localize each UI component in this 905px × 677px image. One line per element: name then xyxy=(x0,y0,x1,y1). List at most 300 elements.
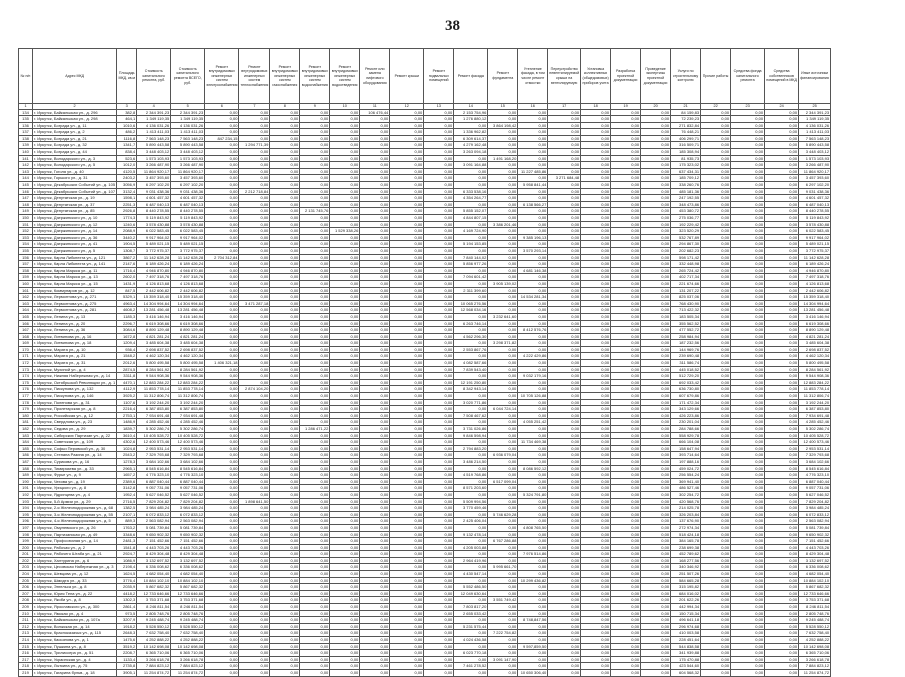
value-cell: 0,00 xyxy=(239,505,270,512)
value-cell: 0,00 xyxy=(581,168,611,175)
value-cell: 0,00 xyxy=(701,472,731,479)
value-cell: 0,00 xyxy=(205,505,239,512)
value-cell: 3132,4 xyxy=(117,188,137,195)
value-cell: 3 753 371,68 xyxy=(799,597,831,604)
value-cell: 0,00 xyxy=(731,650,765,657)
value-cell: 0,00 xyxy=(239,360,270,367)
value-cell: 0,00 xyxy=(701,531,731,538)
value-cell: 0,00 xyxy=(330,439,360,446)
value-cell: 4 946 870,80 xyxy=(171,267,205,274)
value-cell: 0,00 xyxy=(205,162,239,169)
value-cell: 0,00 xyxy=(731,511,765,518)
value-cell: 0,00 xyxy=(205,571,239,578)
value-cell: 11 312 806,74 xyxy=(171,393,205,400)
value-cell: 0,00 xyxy=(205,313,239,320)
value-cell: 0,00 xyxy=(611,360,641,367)
value-cell: 12 733 646,66 xyxy=(799,590,831,597)
value-cell: 0,00 xyxy=(518,498,548,505)
value-cell: 0,00 xyxy=(424,294,454,301)
value-cell: 0,00 xyxy=(548,247,581,254)
value-cell: 1302,3 xyxy=(117,597,137,604)
value-cell: 0,00 xyxy=(641,168,671,175)
value-cell: 0,00 xyxy=(548,458,581,465)
table-body xyxy=(19,109,831,676)
value-cell: 0,00 xyxy=(360,116,390,123)
value-cell: 9 245 488,74 xyxy=(799,617,831,624)
value-cell: 0,00 xyxy=(731,597,765,604)
value-cell: 0,00 xyxy=(424,419,454,426)
value-cell: 15 359 318,40 xyxy=(137,294,171,301)
row-number: 219 xyxy=(19,669,33,676)
value-cell: 0,00 xyxy=(300,656,330,663)
row-number: 218 xyxy=(19,663,33,670)
value-cell: 0,00 xyxy=(611,149,641,156)
value-cell: 0,00 xyxy=(518,149,548,156)
value-cell: 0,00 xyxy=(701,333,731,340)
value-cell: 0,00 xyxy=(581,412,611,419)
value-cell: 0,00 xyxy=(390,280,424,287)
value-cell: 0,00 xyxy=(611,241,641,248)
table-row xyxy=(19,577,831,584)
value-cell: 0,00 xyxy=(581,524,611,531)
value-cell: 0,00 xyxy=(581,274,611,281)
value-cell: 8 440 278,55 xyxy=(171,208,205,215)
value-cell: 10 142 698,08 xyxy=(137,643,171,650)
value-cell: 0,00 xyxy=(488,399,518,406)
column-index-cell: 12 xyxy=(390,104,424,110)
value-cell: 5 627 046,52 xyxy=(799,491,831,498)
value-cell: 0,00 xyxy=(488,109,518,116)
value-cell: 0,00 xyxy=(548,122,581,129)
value-cell: 0,00 xyxy=(205,669,239,676)
value-cell: 5 958 841,44 xyxy=(518,182,548,189)
value-cell: 0,00 xyxy=(300,188,330,195)
value-cell: 0,00 xyxy=(239,426,270,433)
value-cell: 0,00 xyxy=(701,175,731,182)
value-cell: 0,00 xyxy=(765,643,799,650)
value-cell: 0,00 xyxy=(581,643,611,650)
row-number: 150 xyxy=(19,215,33,222)
value-cell: 0,00 xyxy=(270,617,300,624)
value-cell: 0,00 xyxy=(701,208,731,215)
value-cell: 0,00 xyxy=(390,221,424,228)
value-cell: 0,00 xyxy=(701,142,731,149)
column-index-cell: 14 xyxy=(454,104,488,110)
value-cell: 0,00 xyxy=(360,406,390,413)
row-number: 156 xyxy=(19,254,33,261)
value-cell: 0,00 xyxy=(424,122,454,129)
value-cell: 3 266 487,90 xyxy=(799,162,831,169)
value-cell: 4470,1 xyxy=(117,379,137,386)
address-cell: г. Иркутск, Бограда ул., д. 11 xyxy=(33,122,117,129)
value-cell: 4 821 281,24 xyxy=(137,333,171,340)
table-row xyxy=(19,340,831,347)
value-cell: 0,00 xyxy=(701,135,731,142)
value-cell: 1278,3 xyxy=(117,458,137,465)
value-cell: 214 025,78 xyxy=(671,505,701,512)
value-cell: 0,00 xyxy=(300,478,330,485)
value-cell: 0,00 xyxy=(239,109,270,116)
value-cell: 0,00 xyxy=(239,135,270,142)
value-cell: 0,00 xyxy=(270,584,300,591)
value-cell: 6 309 614,37 xyxy=(454,135,488,142)
value-cell: 0,00 xyxy=(488,353,518,360)
value-cell: 0,00 xyxy=(390,168,424,175)
value-cell: 0,00 xyxy=(239,478,270,485)
table-row xyxy=(19,135,831,142)
value-cell: 6 619 308,66 xyxy=(799,320,831,327)
address-cell: г. Иркутск, Декабрьских Событий ул., д. 105 xyxy=(34,182,116,188)
value-cell: 0,00 xyxy=(731,313,765,320)
value-cell: 8 748,847,56 xyxy=(518,617,548,624)
value-cell: 0,00 xyxy=(330,426,360,433)
value-cell: 0,00 xyxy=(270,116,300,123)
value-cell: 0,00 xyxy=(205,175,239,182)
value-cell: 2 311 399,60 xyxy=(454,287,488,294)
value-cell: 11 312 806,74 xyxy=(137,393,171,400)
value-cell: 0,00 xyxy=(239,208,270,215)
value-cell: 0,00 xyxy=(270,221,300,228)
value-cell: 0,00 xyxy=(205,610,239,617)
table-row xyxy=(19,122,831,129)
value-cell: 0,00 xyxy=(330,280,360,287)
value-cell: 0,00 xyxy=(205,307,239,314)
value-cell: 0,00 xyxy=(424,142,454,149)
value-cell: 5 119 843,92 xyxy=(799,215,831,222)
value-cell: 0,00 xyxy=(300,458,330,465)
value-cell: 0,00 xyxy=(548,228,581,235)
value-cell: 607 679,86 xyxy=(671,393,701,400)
value-cell: 0,00 xyxy=(611,294,641,301)
value-cell: 3 485 604,38 xyxy=(171,340,205,347)
value-cell: 0,00 xyxy=(270,182,300,189)
value-cell: 0,00 xyxy=(518,458,548,465)
value-cell: 0,00 xyxy=(518,208,548,215)
value-cell: 0,00 xyxy=(390,491,424,498)
value-cell: 6 336 008,62 xyxy=(137,564,171,571)
value-cell: 0,00 xyxy=(641,307,671,314)
value-cell: 0,00 xyxy=(239,353,270,360)
value-cell: 0,00 xyxy=(270,162,300,169)
value-cell: 0,00 xyxy=(330,327,360,334)
value-cell: 0,00 xyxy=(701,386,731,393)
value-cell: 0,00 xyxy=(360,650,390,657)
value-cell: 7 934 691,48 xyxy=(171,412,205,419)
value-cell: 0,00 xyxy=(548,590,581,597)
value-cell: 0,00 xyxy=(641,241,671,248)
value-cell: 0,00 xyxy=(765,267,799,274)
value-cell: 0,00 xyxy=(239,458,270,465)
value-cell: 0,00 xyxy=(581,531,611,538)
value-cell: 0,00 xyxy=(205,663,239,670)
value-cell: 0,00 xyxy=(239,261,270,268)
value-cell: 636 730,80 xyxy=(671,386,701,393)
value-cell: 0,00 xyxy=(765,544,799,551)
value-cell: 0,00 xyxy=(424,168,454,175)
value-cell: 8 545 616,84 xyxy=(137,465,171,472)
value-cell: 3 753 371,68 xyxy=(171,597,205,604)
value-cell: 3867,2 xyxy=(117,254,137,261)
value-cell: 0,00 xyxy=(641,267,671,274)
value-cell: 0,00 xyxy=(548,307,581,314)
value-cell: 0,00 xyxy=(701,228,731,235)
value-cell: 0,00 xyxy=(454,373,488,380)
value-cell: 3 091 147,90 xyxy=(488,656,518,663)
value-cell: 0,00 xyxy=(270,663,300,670)
value-cell: 0,00 xyxy=(330,142,360,149)
value-cell: 2 698 837,52 xyxy=(137,346,171,353)
value-cell: 3 905 139,02 xyxy=(488,280,518,287)
value-cell: 10 142 698,08 xyxy=(171,643,205,650)
value-cell: 0,00 xyxy=(390,247,424,254)
value-cell: 0,00 xyxy=(611,320,641,327)
column-header: Ремонт фасада xyxy=(454,49,488,104)
value-cell: 0,00 xyxy=(731,452,765,459)
row-number: 135 xyxy=(19,116,33,123)
value-cell: 1598,1 xyxy=(117,195,137,202)
value-cell: 0,00 xyxy=(701,419,731,426)
value-cell: 420 568,76 xyxy=(671,498,701,505)
value-cell: 0,00 xyxy=(518,228,548,235)
value-cell: 0,00 xyxy=(581,465,611,472)
value-cell: 4 462 120,34 xyxy=(137,353,171,360)
table-row xyxy=(19,485,831,492)
value-cell: 0,00 xyxy=(581,426,611,433)
value-cell: 0,00 xyxy=(641,215,671,222)
value-cell: 0,00 xyxy=(360,445,390,452)
address-cell: г. Иркутск, Володарского ул., д. 5 xyxy=(33,162,117,169)
value-cell: 0,00 xyxy=(611,610,641,617)
value-cell: 0,00 xyxy=(390,182,424,189)
value-cell: 0,00 xyxy=(239,650,270,657)
value-cell: 0,00 xyxy=(641,650,671,657)
value-cell: 0,00 xyxy=(581,109,611,116)
value-cell: 2 874 104,20 xyxy=(239,386,270,393)
value-cell: 0,00 xyxy=(330,412,360,419)
value-cell: 0,00 xyxy=(239,445,270,452)
value-cell: 0,00 xyxy=(270,604,300,611)
value-cell: 0,00 xyxy=(731,498,765,505)
value-cell: 0,00 xyxy=(581,584,611,591)
value-cell: 0,00 xyxy=(518,505,548,512)
value-cell: 0,00 xyxy=(548,597,581,604)
value-cell: 584 665,28 xyxy=(671,577,701,584)
value-cell: 0,00 xyxy=(300,274,330,281)
value-cell: 0,00 xyxy=(518,366,548,373)
value-cell: 0,00 xyxy=(205,551,239,558)
value-cell: 0,00 xyxy=(205,109,239,116)
value-cell: 0,00 xyxy=(488,261,518,268)
value-cell: 0,00 xyxy=(270,280,300,287)
table-row xyxy=(19,478,831,485)
value-cell: 0,00 xyxy=(360,498,390,505)
value-cell: 0,00 xyxy=(300,155,330,162)
value-cell: 0,00 xyxy=(641,300,671,307)
value-cell: 0,00 xyxy=(488,333,518,340)
value-cell: 426 223,86 xyxy=(671,412,701,419)
table-row xyxy=(19,221,831,228)
value-cell: 4 462 120,34 xyxy=(171,353,205,360)
value-cell: 3 984 485,24 xyxy=(171,505,205,512)
value-cell: 0,00 xyxy=(641,551,671,558)
value-cell: 3 570 293,14 xyxy=(518,247,548,254)
value-cell: 0,00 xyxy=(765,188,799,195)
value-cell: 0,00 xyxy=(270,432,300,439)
value-cell: 0,00 xyxy=(641,531,671,538)
value-cell: 1 573 103,93 xyxy=(137,155,171,162)
value-cell: 0,00 xyxy=(390,412,424,419)
value-cell: 0,00 xyxy=(581,590,611,597)
value-cell: 1 349 119,35 xyxy=(137,116,171,123)
value-cell: 0,00 xyxy=(641,109,671,116)
value-cell: 0,00 xyxy=(239,643,270,650)
value-cell: 9 245 488,74 xyxy=(171,617,205,624)
value-cell: 3 266 487,90 xyxy=(171,162,205,169)
value-cell: 0,00 xyxy=(611,571,641,578)
value-cell: 0,00 xyxy=(205,228,239,235)
value-cell: 0,00 xyxy=(701,393,731,400)
value-cell: 0,00 xyxy=(641,623,671,630)
value-cell: 0,00 xyxy=(454,393,488,400)
value-cell: 11 864 920,17 xyxy=(171,168,205,175)
value-cell: 8 412 576,76 xyxy=(518,327,548,334)
row-number: 140 xyxy=(19,149,33,156)
value-cell: 0,00 xyxy=(518,320,548,327)
value-cell: 0,00 xyxy=(701,637,731,644)
value-cell: 11 227 485,86 xyxy=(518,168,548,175)
value-cell: 0,00 xyxy=(205,650,239,657)
value-cell: 0,00 xyxy=(765,452,799,459)
value-cell: 0,00 xyxy=(205,386,239,393)
value-cell: 8 429 304,48 xyxy=(171,551,205,558)
value-cell: 0,00 xyxy=(205,155,239,162)
column-index-cell: 21 xyxy=(671,104,701,110)
value-cell: 0,00 xyxy=(548,669,581,676)
value-cell: 0,00 xyxy=(488,234,518,241)
value-cell: 3 132 697,52 xyxy=(137,557,171,564)
value-cell: 0,00 xyxy=(270,366,300,373)
table-row xyxy=(19,300,831,307)
value-cell: 1 413 411,03 xyxy=(137,129,171,136)
value-cell: 0,00 xyxy=(488,294,518,301)
value-cell: 0,00 xyxy=(518,478,548,485)
value-cell: 0,00 xyxy=(300,610,330,617)
value-cell: 0,00 xyxy=(765,419,799,426)
value-cell: 0,00 xyxy=(548,149,581,156)
address-cell: г. Иркутск, Профсоюзная ул., д. 14 xyxy=(33,538,117,545)
value-cell: 0,00 xyxy=(239,564,270,571)
value-cell: 0,00 xyxy=(701,610,731,617)
value-cell: 0,00 xyxy=(488,254,518,261)
value-cell: 0,00 xyxy=(300,518,330,525)
value-cell: 0,00 xyxy=(765,228,799,235)
address-cell: г. Иркутск, Ленина ул., д. 36 xyxy=(33,327,117,334)
value-cell: 0,00 xyxy=(765,168,799,175)
value-cell: 0,00 xyxy=(731,188,765,195)
table-row xyxy=(19,215,831,222)
row-number: 139 xyxy=(19,142,33,149)
value-cell: 0,00 xyxy=(581,294,611,301)
value-cell: 973,5 xyxy=(117,610,137,617)
value-cell: 0,00 xyxy=(548,333,581,340)
address-cell: г. Иркутск, Красноказачья ул., д. 115 xyxy=(33,630,117,637)
value-cell: 3 416 146,94 xyxy=(137,313,171,320)
value-cell: 355 562,52 xyxy=(671,320,701,327)
table-row xyxy=(19,234,831,241)
value-cell: 0,00 xyxy=(360,426,390,433)
value-cell: 1 336 962,82 xyxy=(454,129,488,136)
value-cell: 4 024 436,58 xyxy=(454,637,488,644)
value-cell: 6 297 102,20 xyxy=(137,182,171,189)
value-cell: 5 489 021,15 xyxy=(171,241,205,248)
value-cell: 0,00 xyxy=(360,564,390,571)
table-row xyxy=(19,571,831,578)
value-cell: 201 622,26 xyxy=(671,597,701,604)
address-cell: г. Иркутск, Нижняя Набережная ул., д. 14 xyxy=(33,373,117,380)
row-number: 214 xyxy=(19,637,33,644)
address-cell: г. Иркутск, Дзержинского ул., д. 14 xyxy=(33,228,117,235)
value-cell: 0,00 xyxy=(581,201,611,208)
value-cell: 0,00 xyxy=(518,604,548,611)
value-cell: 0,00 xyxy=(300,485,330,492)
value-cell: 0,00 xyxy=(701,162,731,169)
value-cell: 4 285 452,46 xyxy=(799,419,831,426)
value-cell: 1548,2 xyxy=(117,353,137,360)
value-cell: 3 132 697,52 xyxy=(171,557,205,564)
value-cell: 0,00 xyxy=(701,155,731,162)
value-cell: 0,00 xyxy=(300,557,330,564)
value-cell: 0,00 xyxy=(424,531,454,538)
value-cell: 0,00 xyxy=(300,116,330,123)
value-cell: 6 297 102,20 xyxy=(799,182,831,189)
row-number: 182 xyxy=(19,426,33,433)
value-cell: 1 276 880,12 xyxy=(454,116,488,123)
value-cell: 0,00 xyxy=(300,617,330,624)
value-cell: 0,00 xyxy=(390,584,424,591)
value-cell: 0,00 xyxy=(330,129,360,136)
value-cell: 0,00 xyxy=(581,458,611,465)
value-cell: 768 430,90 xyxy=(671,300,701,307)
value-cell: 0,00 xyxy=(581,518,611,525)
value-cell: 0,00 xyxy=(581,360,611,367)
value-cell: 0,00 xyxy=(581,406,611,413)
value-cell: 0,00 xyxy=(239,346,270,353)
value-cell: 0,00 xyxy=(390,637,424,644)
value-cell: 0,00 xyxy=(270,623,300,630)
row-number: 187 xyxy=(19,458,33,465)
value-cell: 0,00 xyxy=(581,505,611,512)
column-header: Прочие работы xyxy=(701,49,731,104)
value-cell: 0,00 xyxy=(330,386,360,393)
address-cell: г. Иркутск, Марата ул., д. 31 xyxy=(33,360,117,367)
value-cell: 8 440 278,55 xyxy=(799,208,831,215)
value-cell: 3 578 430,88 xyxy=(171,221,205,228)
value-cell: 4 776 323,10 xyxy=(137,472,171,479)
value-cell: 272 974,34 xyxy=(671,524,701,531)
value-cell: 0,00 xyxy=(765,511,799,518)
row-number: 193 xyxy=(19,498,33,505)
value-cell: 0,00 xyxy=(330,610,360,617)
value-cell: 7 563 148,23 xyxy=(137,135,171,142)
value-cell: 0,00 xyxy=(360,630,390,637)
value-cell: 0,00 xyxy=(581,366,611,373)
value-cell: 0,00 xyxy=(488,208,518,215)
value-cell: 4 136 031,26 xyxy=(171,122,205,129)
value-cell: 0,00 xyxy=(548,485,581,492)
value-cell: 5 302 286,74 xyxy=(137,426,171,433)
value-cell: 0,00 xyxy=(731,168,765,175)
value-cell: 6 297 102,20 xyxy=(171,182,205,189)
